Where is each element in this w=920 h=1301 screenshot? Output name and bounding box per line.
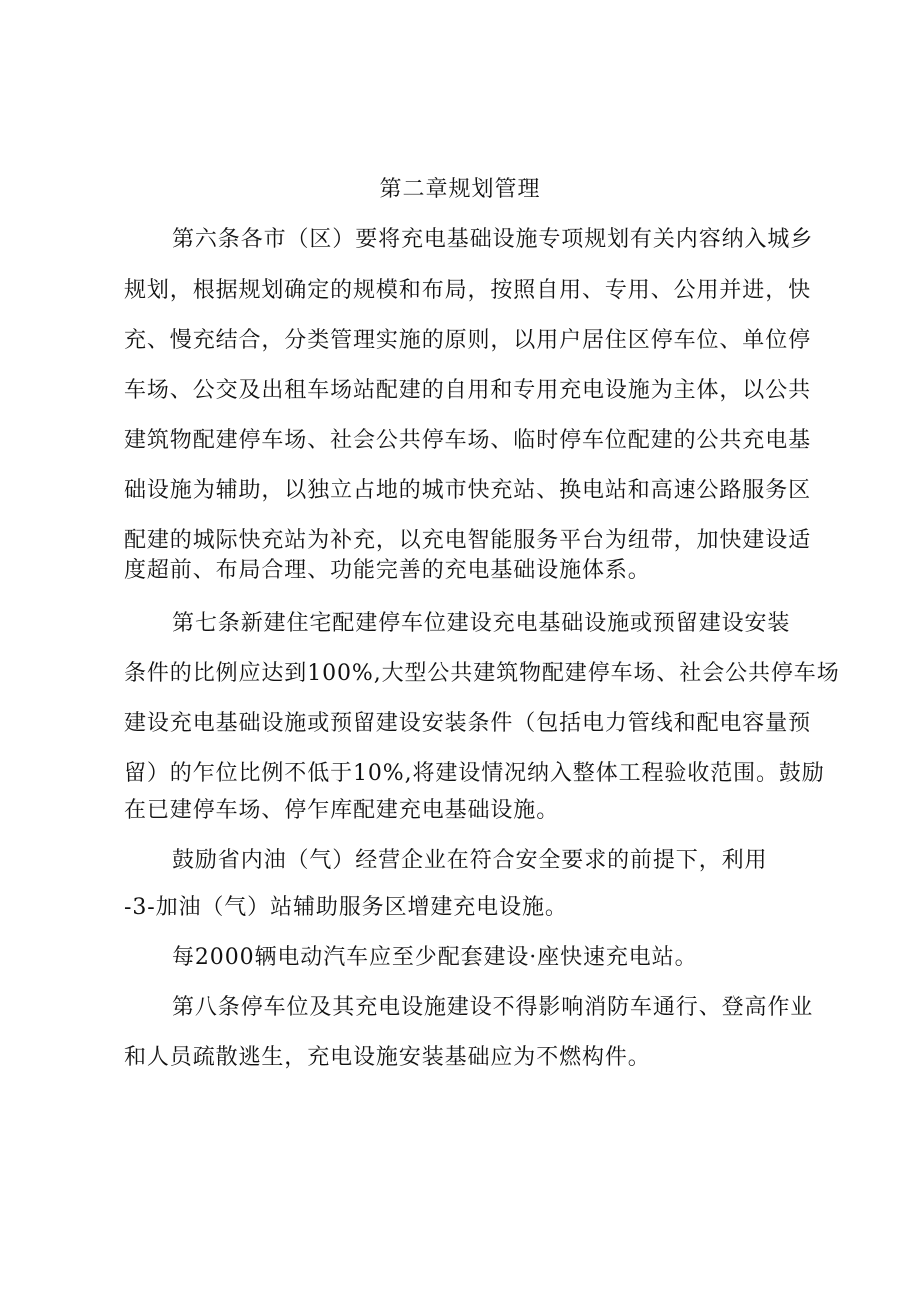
paragraph-station-ratio: 每2000辆电动汽车应至少配套建设·座快速充电站。 — [172, 945, 698, 970]
article-7-line-1: 第七条新建住宅配建停车位建设充电基础设施或预留建设安装 — [172, 611, 791, 636]
chapter-title: 第二章规划管理 — [379, 177, 541, 202]
article-6-line-4: 车场、公交及出租车场站配建的自用和专用充电设施为主体，以公共 — [124, 378, 812, 403]
article-6-line-8: 度超前、布局合理、功能完善的充电基础设施体系。 — [124, 558, 651, 583]
article-6-line-5: 建筑物配建停车场、社会公共停车场、临时停车位配建的公共充电基 — [124, 428, 812, 453]
article-8-line-1: 第八条停车位及其充电设施建设不得影响消防车通行、登高作业 — [172, 995, 814, 1020]
article-6-line-1: 第六条各市（区）要将充电基础设施专项规划有关内容纳入城乡 — [172, 227, 814, 252]
article-6-line-7: 配建的城际快充站为补充，以充电智能服务平台为纽带，加快建设适 — [124, 528, 812, 553]
article-6-line-3: 充、慢充结合，分类管理实施的原则，以用户居住区停车位、单位停 — [124, 328, 812, 353]
article-6-line-2: 规划，根据规划确定的规模和布局，按照自用、专用、公用并进，快 — [124, 278, 812, 303]
article-6-line-6: 础设施为辅助，以独立占地的城市快充站、换电站和高速公路服务区 — [124, 478, 812, 503]
article-7-line-3: 建设充电基础设施或预留建设安装条件（包括电力管线和配电容量预 — [124, 711, 812, 736]
article-7-line-2: 条件的比例应达到100%,大型公共建筑物配建停车场、社会公共停车场 — [124, 661, 840, 686]
paragraph-encourage-line-2: -3-加油（气）站辅助服务区增建充电设施。 — [124, 895, 568, 920]
article-8-line-2: 和人员疏散逃生，充电设施安装基础应为不燃构件。 — [124, 1045, 651, 1070]
article-7-line-5: 在已建停车场、停乍库配建充电基础设施。 — [124, 798, 560, 823]
article-7-line-4: 留）的乍位比例不低于10%,将建设情况纳入整体工程验收范围。鼓励 — [124, 761, 825, 786]
paragraph-encourage-line-1: 鼓励省内油（气）经营企业在符合安全要求的前提下，利用 — [172, 848, 768, 873]
